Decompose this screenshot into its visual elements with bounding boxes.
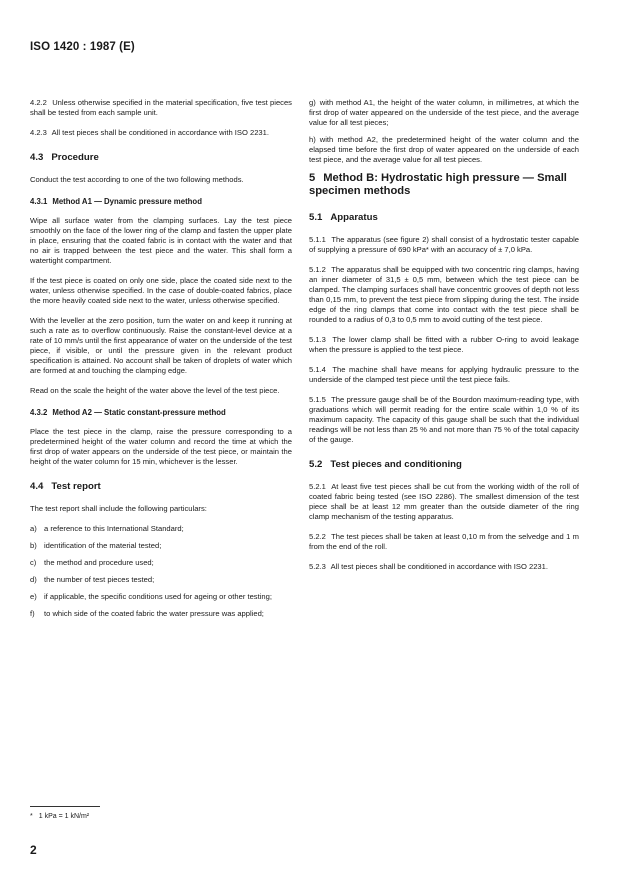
left-column — [30, 98, 292, 626]
list-item — [30, 592, 292, 602]
heading-title: Test report — [51, 481, 101, 492]
list-item-text: a reference to this International Standard; — [44, 524, 184, 533]
paragraph: Place the test piece in the clamp, raise the pressure corresponding to a predetermined height of the water column and record the time at which the first drop of water appears on the underside of the test piece, or maintain the height of the water column for 15 min, whichever is the lesser. — [30, 427, 292, 466]
list-item — [30, 524, 292, 534]
clause-4-2-2 — [30, 98, 292, 118]
heading-4-4 — [30, 481, 292, 492]
list-item — [30, 541, 292, 551]
clause-text: The pressure gauge shall be of the Bourdon maximum-reading type, with graduations which will permit reading for the entire scale within 1,0 % of its maximum capacity. The capacity of this gauge shall be such that the individual readings will be not less than 25 % and not more than 75 % of the total capacity of the gauge. — [309, 395, 579, 444]
heading-number: 5.1 — [309, 212, 323, 223]
heading-title: Apparatus — [330, 212, 378, 223]
clause-text: All test pieces shall be conditioned in accordance with ISO 2231. — [330, 562, 548, 571]
heading-number: 5.2 — [309, 459, 323, 470]
clause-number: 4.2.2 — [30, 98, 47, 107]
particulars-list-continued — [309, 98, 579, 165]
footnote — [30, 813, 89, 820]
list-item-text: if applicable, the specific conditions used for ageing or other testing; — [44, 592, 272, 601]
clause-5-1-1 — [309, 235, 579, 255]
paragraph: If the test piece is coated on only one side, place the coated side next to the water, unless otherwise specified. In the case of double-coated fabrics, place the more heavily coated side next to the water, unless otherwise specified. — [30, 276, 292, 305]
list-item — [309, 135, 579, 165]
footnote-text: 1 kPa = 1 kN/m² — [38, 813, 90, 820]
clause-text: The apparatus (see figure 2) shall consist of a hydrostatic tester capable of supplying a pressure of 690 kPa* with an accuracy of ± 7,0 kPa. — [309, 235, 579, 254]
clause-text: The test pieces shall be taken at least 0,10 m from the selvedge and 1 m from the end of the roll. — [309, 532, 579, 551]
list-item — [30, 558, 292, 568]
list-item-text: the number of test pieces tested; — [44, 575, 155, 584]
list-item — [30, 609, 292, 619]
clause-number: 5.1.1 — [309, 235, 326, 244]
footnote-mark: * — [30, 813, 33, 820]
heading-title: Method A1 — Dynamic pressure method — [52, 197, 202, 206]
list-item-label: f) — [30, 609, 35, 618]
clause-5-1-5 — [309, 395, 579, 445]
paragraph: Read on the scale the height of the water above the level of the test piece. — [30, 386, 280, 395]
heading-number: 4.3 — [30, 152, 44, 163]
list-item-label: b) — [30, 541, 37, 550]
heading-number: 4.3.2 — [30, 408, 48, 417]
list-item-label: g) — [309, 98, 316, 107]
clause-text: The machine shall have means for applying hydraulic pressure to the underside of the clamped test piece until the test piece fails. — [309, 365, 579, 384]
list-item — [30, 575, 292, 585]
clause-text: At least five test pieces shall be cut from the working width of the roll of coated fabric being tested (see ISO 2286). The smallest dimension of the test piece shall be at least 12 mm greater than the outside diameter of the ring clamp mechanism of the testing apparatus. — [309, 482, 579, 521]
particulars-list — [30, 524, 292, 619]
list-item-text: the method and procedure used; — [44, 558, 154, 567]
heading-number: 5 — [309, 172, 316, 184]
footnote-divider — [30, 806, 100, 807]
heading-4-3-2 — [30, 408, 292, 417]
clause-number: 5.2.2 — [309, 532, 326, 541]
heading-5 — [309, 172, 579, 198]
list-item-label: e) — [30, 592, 37, 601]
list-item — [309, 98, 579, 128]
clause-5-1-3 — [309, 335, 579, 355]
list-item-label: d) — [30, 575, 37, 584]
clause-5-2-1 — [309, 482, 579, 522]
clause-5-1-2 — [309, 265, 579, 325]
heading-5-1 — [309, 212, 579, 223]
clause-5-2-3 — [309, 562, 579, 572]
heading-title: Procedure — [51, 152, 99, 163]
right-column — [309, 98, 579, 582]
clause-number: 5.1.5 — [309, 395, 326, 404]
heading-title: Method A2 — Static constant-pressure method — [52, 408, 226, 417]
heading-number: 4.3.1 — [30, 197, 48, 206]
heading-number: 4.4 — [30, 481, 44, 492]
list-item-text: with method A2, the predetermined height of the water column and the elapsed time before the first drop of water appeared on the underside of each test piece, and the average value for all test pieces. — [309, 135, 579, 164]
heading-4-3-1 — [30, 197, 292, 206]
clause-number: 5.1.3 — [309, 335, 326, 344]
clause-5-2-2 — [309, 532, 579, 552]
clause-number: 4.2.3 — [30, 128, 47, 137]
heading-5-2 — [309, 459, 579, 470]
page-number: 2 — [30, 843, 37, 857]
clause-number: 5.1.2 — [309, 265, 326, 274]
clause-text: All test pieces shall be conditioned in accordance with ISO 2231. — [51, 128, 269, 137]
list-item-text: identification of the material tested; — [44, 541, 162, 550]
heading-title: Method B: Hydrostatic high pressure — Small specimen methods — [309, 172, 567, 197]
list-item-text: to which side of the coated fabric the water pressure was applied; — [44, 609, 264, 618]
heading-4-3 — [30, 152, 292, 163]
clause-number: 5.2.1 — [309, 482, 326, 491]
paragraph: The test report shall include the following particulars: — [30, 504, 207, 513]
list-item-label: a) — [30, 524, 37, 533]
clause-number: 5.1.4 — [309, 365, 326, 374]
list-item-label: c) — [30, 558, 37, 567]
list-item-text: with method A1, the height of the water column, in millimetres, at which the first drop of water appeared on the underside of the test piece, and the average value for all test pieces; — [309, 98, 579, 127]
paragraph: Conduct the test according to one of the two following methods. — [30, 175, 244, 184]
paragraph: With the leveller at the zero position, turn the water on and keep it running at such a rate as to overflow continuously. Raise the constant-level device at a rate of 10 mm/s until the first appearance of water on the underside of the test piece, if visible, or until the pressure given in the relevant product specification is attained. No account shall be taken of droplets of water which are formed at and touching the clamping edge. — [30, 316, 292, 375]
clause-number: 5.2.3 — [309, 562, 326, 571]
clause-5-1-4 — [309, 365, 579, 385]
heading-title: Test pieces and conditioning — [330, 459, 462, 470]
clause-4-2-3 — [30, 128, 292, 138]
paragraph: Wipe all surface water from the clamping surfaces. Lay the test piece smoothly on the face of the lower ring of the clamp and fasten the upper plate in place, ensuring that the coated fabric is in contact with the water and that no air is trapped between the test piece and the water. This shall form a watertight compartment. — [30, 216, 292, 265]
clause-text: The apparatus shall be equipped with two concentric ring clamps, having an inner diameter of 31,5 ± 0,5 mm, between which the test piece can be clamped. The clamping surfaces shall have concentric grooves of depth not less than 0,15 mm, to prevent the test piece from slipping during the test. The inside edge of the ring clamps that come into contact with the test piece shall be rounded to a radius of 0,3 to 0,5 mm to avoid cutting of the test piece. — [309, 265, 579, 324]
document-header: ISO 1420 : 1987 (E) — [30, 41, 135, 53]
clause-text: The lower clamp shall be fitted with a rubber O-ring to avoid leakage when the pressure is applied to the test piece. — [309, 335, 579, 354]
list-item-label: h) — [309, 135, 316, 144]
clause-text: Unless otherwise specified in the material specification, five test pieces shall be tested from each sample unit. — [30, 98, 292, 117]
